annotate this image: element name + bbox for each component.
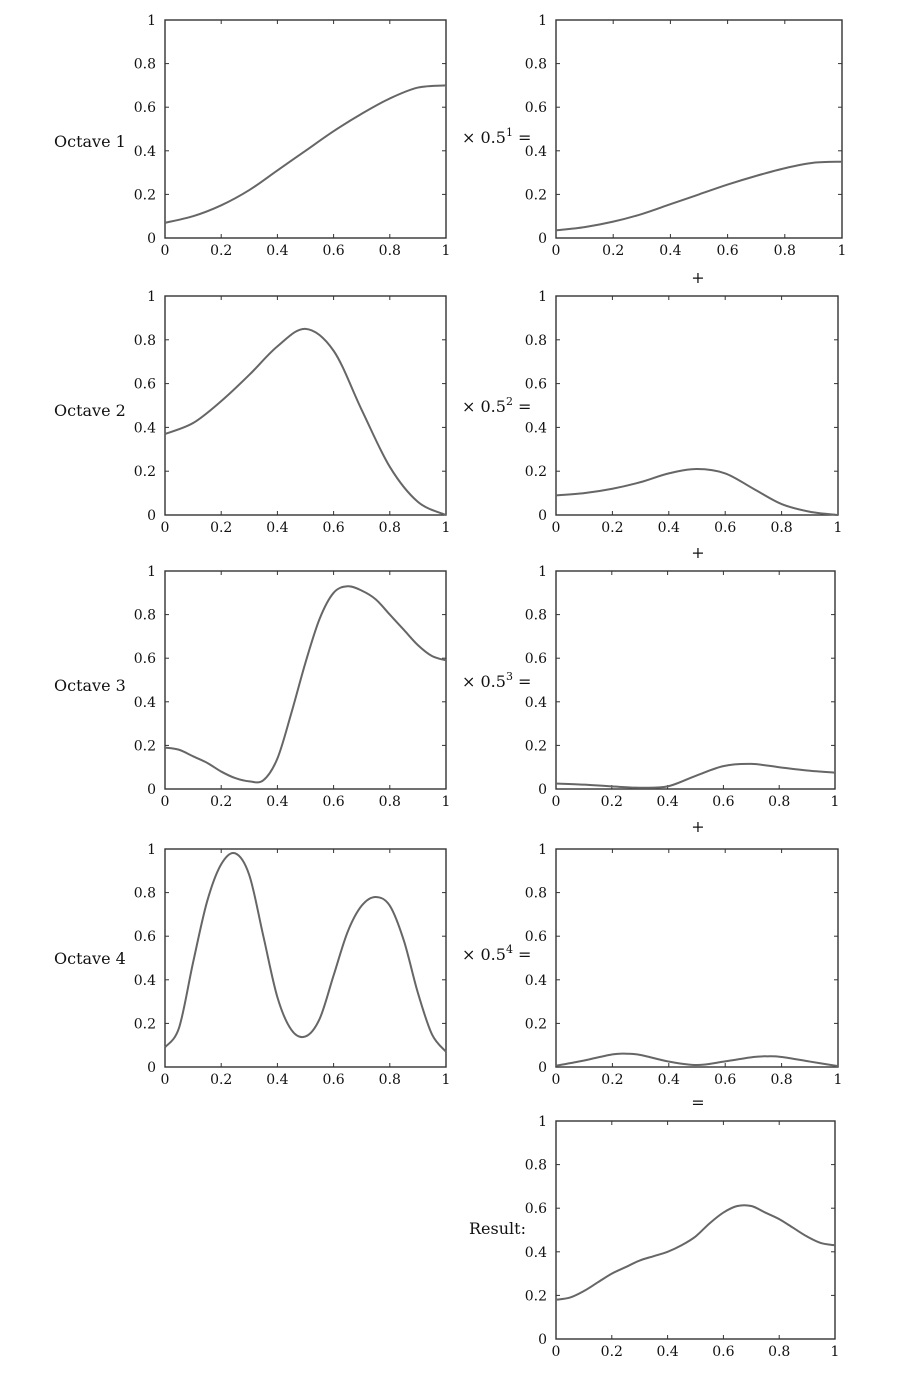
- octave-label: Octave 2: [54, 401, 126, 420]
- x-tick-label: 1: [830, 794, 840, 810]
- x-tick-label: 0.6: [322, 243, 345, 259]
- y-tick-label: 1: [147, 289, 156, 305]
- y-tick-label: 0.8: [133, 607, 156, 624]
- x-tick-label: 1: [441, 243, 451, 259]
- x-tick-label: 0: [160, 520, 170, 536]
- y-tick-label: 1: [538, 1114, 547, 1130]
- y-tick-label: 1: [147, 13, 156, 29]
- x-tick-label: 0.8: [378, 520, 401, 536]
- x-tick-label: 0: [160, 794, 170, 810]
- x-tick-label: 0.8: [770, 520, 793, 536]
- x-tick-label: 0.2: [210, 520, 233, 536]
- octave-label: Octave 4: [54, 949, 126, 968]
- x-tick-label: 0.6: [714, 1072, 737, 1088]
- y-tick-label: 0.4: [524, 420, 547, 437]
- y-tick-label: 0: [538, 1060, 547, 1076]
- y-tick-label: 0.8: [133, 56, 156, 73]
- y-tick-label: 1: [147, 564, 156, 580]
- x-tick-label: 0.8: [378, 243, 401, 259]
- x-tick-label: 0.6: [322, 1072, 345, 1088]
- y-tick-label: 0.4: [133, 420, 156, 437]
- y-tick-label: 0: [538, 508, 547, 524]
- x-tick-label: 0.8: [773, 243, 796, 259]
- chart-octave4: [134, 842, 451, 1088]
- x-tick-label: 0.2: [210, 794, 233, 810]
- x-tick-label: 0.2: [600, 794, 623, 810]
- y-tick-label: 0.2: [133, 738, 156, 755]
- scale-operator: × $0.5^4$ =: [462, 943, 532, 964]
- series-line-scaled1: [556, 162, 842, 231]
- y-tick-label: 0.6: [524, 1201, 547, 1218]
- y-tick-label: 0.8: [524, 56, 547, 73]
- y-tick-label: 0.6: [133, 651, 156, 668]
- y-tick-label: 0.8: [133, 885, 156, 902]
- x-tick-label: 0: [160, 1072, 170, 1088]
- octave-label: Octave 3: [54, 676, 126, 695]
- x-tick-label: 0.8: [768, 1344, 791, 1360]
- x-tick-label: 0.2: [210, 1072, 233, 1088]
- y-tick-label: 0.6: [524, 651, 547, 668]
- x-tick-label: 1: [833, 1072, 843, 1088]
- x-tick-label: 0.2: [601, 1072, 624, 1088]
- axes-frame: [165, 571, 446, 789]
- x-tick-label: 1: [441, 520, 451, 536]
- y-tick-label: 0: [538, 782, 547, 798]
- x-tick-label: 0: [551, 794, 561, 810]
- y-tick-label: 0.4: [524, 143, 547, 160]
- x-tick-label: 0.2: [600, 1344, 623, 1360]
- y-tick-label: 0.8: [524, 885, 547, 902]
- series-line-result: [556, 1205, 835, 1300]
- x-tick-label: 0.6: [322, 794, 345, 810]
- x-tick-label: 1: [830, 1344, 840, 1360]
- result-label: Result:: [469, 1219, 526, 1238]
- plus-sign: +: [691, 817, 705, 836]
- x-tick-label: 0.4: [266, 1072, 289, 1088]
- x-tick-label: 0.8: [378, 1072, 401, 1088]
- y-tick-label: 0.4: [133, 694, 156, 711]
- y-tick-label: 0.6: [524, 100, 547, 117]
- y-tick-label: 0: [147, 1060, 156, 1076]
- y-tick-label: 0.2: [524, 1288, 547, 1305]
- axes-frame: [165, 849, 446, 1067]
- plus-sign: +: [691, 543, 705, 562]
- y-tick-label: 0.2: [524, 187, 547, 204]
- scale-operator: × $0.5^3$ =: [462, 670, 532, 691]
- y-tick-label: 1: [538, 289, 547, 305]
- x-tick-label: 1: [837, 243, 847, 259]
- x-tick-label: 0: [551, 243, 561, 259]
- y-tick-label: 0.2: [133, 1016, 156, 1033]
- y-tick-label: 1: [538, 13, 547, 29]
- x-tick-label: 0.4: [659, 243, 682, 259]
- x-tick-label: 0.6: [712, 794, 735, 810]
- x-tick-label: 0.6: [714, 520, 737, 536]
- y-tick-label: 0: [538, 231, 547, 247]
- x-tick-label: 0.4: [657, 1072, 680, 1088]
- x-tick-label: 0.4: [266, 794, 289, 810]
- y-tick-label: 0: [147, 782, 156, 798]
- x-tick-label: 0.2: [210, 243, 233, 259]
- y-tick-label: 0.4: [133, 972, 156, 989]
- equals-sign: =: [691, 1093, 705, 1112]
- y-tick-label: 0.8: [133, 332, 156, 349]
- axes-frame: [556, 296, 838, 515]
- axes-frame: [556, 1121, 835, 1339]
- axes-frame: [165, 20, 446, 238]
- y-tick-label: 1: [147, 842, 156, 858]
- x-tick-label: 1: [441, 1072, 451, 1088]
- x-tick-label: 1: [441, 794, 451, 810]
- chart-octave2: [134, 289, 451, 536]
- x-tick-label: 0.4: [266, 243, 289, 259]
- series-line-octave3: [165, 586, 446, 782]
- axes-frame: [556, 20, 842, 238]
- series-line-octave2: [165, 329, 446, 515]
- x-tick-label: 0: [551, 1344, 561, 1360]
- series-line-scaled3: [556, 764, 835, 788]
- y-tick-label: 0.6: [524, 376, 547, 393]
- y-tick-label: 0.2: [524, 1016, 547, 1033]
- scale-operator: × $0.5^1$ =: [462, 126, 532, 147]
- chart-octave1: [134, 13, 451, 259]
- x-tick-label: 0.4: [657, 520, 680, 536]
- y-tick-label: 0.8: [524, 607, 547, 624]
- x-tick-label: 0.6: [712, 1344, 735, 1360]
- x-tick-label: 0: [551, 520, 561, 536]
- x-tick-label: 1: [833, 520, 843, 536]
- series-line-scaled4: [556, 1054, 838, 1067]
- y-tick-label: 0.4: [524, 1244, 547, 1261]
- y-tick-label: 0.2: [133, 187, 156, 204]
- chart-scaled4: [525, 842, 843, 1088]
- y-tick-label: 1: [538, 842, 547, 858]
- y-tick-label: 0: [538, 1332, 547, 1348]
- x-tick-label: 0.8: [378, 794, 401, 810]
- x-tick-label: 0.8: [770, 1072, 793, 1088]
- y-tick-label: 0.2: [524, 464, 547, 481]
- y-tick-label: 0.6: [524, 929, 547, 946]
- series-line-octave4: [165, 853, 446, 1052]
- chart-scaled1: [525, 13, 847, 259]
- chart-scaled3: [525, 564, 840, 810]
- x-tick-label: 0.6: [322, 520, 345, 536]
- plus-sign: +: [691, 268, 705, 287]
- y-tick-label: 0.6: [133, 929, 156, 946]
- x-tick-label: 0: [551, 1072, 561, 1088]
- y-tick-label: 1: [538, 564, 547, 580]
- x-tick-label: 0.4: [656, 794, 679, 810]
- x-tick-label: 0.8: [768, 794, 791, 810]
- x-tick-label: 0.6: [716, 243, 739, 259]
- y-tick-label: 0.2: [524, 738, 547, 755]
- x-tick-label: 0.2: [601, 520, 624, 536]
- y-tick-label: 0.6: [133, 376, 156, 393]
- y-tick-label: 0.8: [524, 1157, 547, 1174]
- axes-frame: [556, 849, 838, 1067]
- y-tick-label: 0.4: [524, 972, 547, 989]
- scale-operator: × $0.5^2$ =: [462, 395, 532, 416]
- y-tick-label: 0.6: [133, 100, 156, 117]
- x-tick-label: 0.4: [266, 520, 289, 536]
- y-tick-label: 0.8: [524, 332, 547, 349]
- y-tick-label: 0.2: [133, 464, 156, 481]
- axes-frame: [556, 571, 835, 789]
- y-tick-label: 0: [147, 231, 156, 247]
- y-tick-label: 0.4: [524, 694, 547, 711]
- chart-result: [525, 1114, 840, 1360]
- x-tick-label: 0.2: [602, 243, 625, 259]
- y-tick-label: 0.4: [133, 143, 156, 160]
- x-tick-label: 0: [160, 243, 170, 259]
- series-line-octave1: [165, 85, 446, 222]
- octave-label: Octave 1: [54, 132, 126, 151]
- chart-octave3: [134, 564, 451, 810]
- x-tick-label: 0.4: [656, 1344, 679, 1360]
- series-line-scaled2: [556, 469, 838, 515]
- y-tick-label: 0: [147, 508, 156, 524]
- chart-scaled2: [525, 289, 843, 536]
